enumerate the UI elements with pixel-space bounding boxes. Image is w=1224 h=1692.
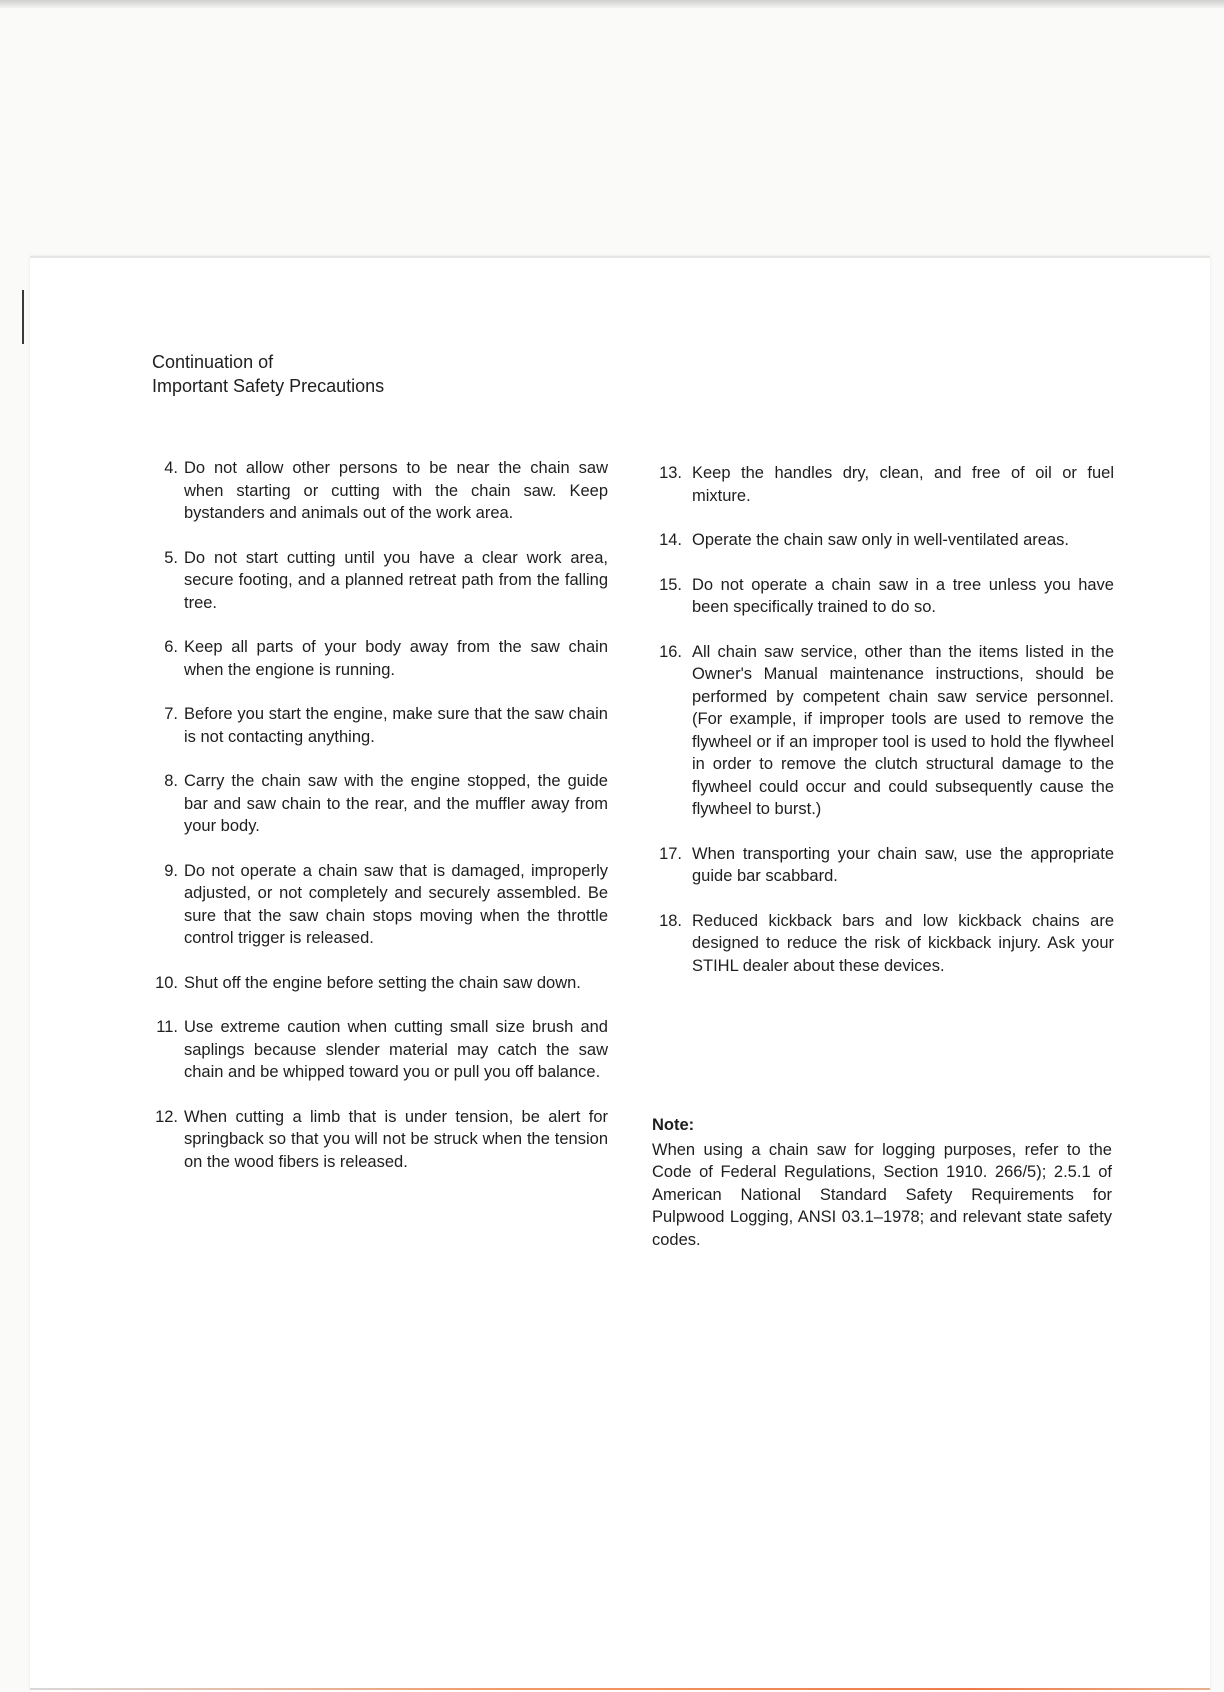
item-number: 12.	[155, 1107, 178, 1126]
item-text: Do not operate a chain saw that is damaged, improperly adjusted, or not completely and securely assembled. Be sure that the saw chain stops moving when the throttle control trigger is released.	[184, 861, 608, 947]
item-number: 14.	[659, 531, 682, 549]
item-text: Reduced kickback bars and low kickback chains are designed to reduce the risk of kickback injury. Ask your STIHL dealer about these devices.	[692, 911, 1114, 975]
item-text: Shut off the engine before setting the chain saw down.	[184, 973, 581, 992]
precaution-item	[146, 860, 608, 950]
item-number: 15.	[659, 575, 682, 594]
page-edge-mark	[22, 290, 24, 344]
precaution-item	[146, 1016, 608, 1084]
item-text: Do not start cutting until you have a clear work area, secure footing, and a planned retreat path from the falling tree.	[184, 548, 608, 612]
item-text: All chain saw service, other than the items listed in the Owner's Manual maintenance instructions, should be performed by competent chain saw service personnel. (For example, if improper tools are used to remove the flywheel or if an improper tool is used to hold the flywheel in order to remove the clutch structural damage to the flywheel could occur and could subsequently cause the flywheel to burst.)	[692, 642, 1114, 818]
precaution-item	[146, 972, 608, 995]
precaution-item	[652, 843, 1114, 888]
item-number: 7.	[164, 705, 178, 723]
precaution-item	[652, 574, 1114, 619]
item-number: 4.	[164, 459, 178, 477]
item-number: 8.	[164, 772, 178, 790]
precaution-item	[146, 547, 608, 615]
right-column	[652, 462, 1114, 999]
item-text: Keep the handles dry, clean, and free of oil or fuel mixture.	[692, 464, 1114, 505]
heading-line-1: Continuation of	[152, 352, 274, 372]
item-text: When cutting a limb that is under tension, be alert for springback so that you will not be struck when the tension on the wood fibers is released.	[184, 1107, 608, 1171]
item-text: Do not operate a chain saw in a tree unless you have been specifically trained to do so.	[692, 575, 1114, 616]
item-number: 6.	[164, 638, 178, 656]
item-text: When transporting your chain saw, use the appropriate guide bar scabbard.	[692, 844, 1114, 885]
precaution-item	[652, 529, 1114, 552]
item-text: Operate the chain saw only in well-ventilated areas.	[692, 531, 1069, 549]
item-text: Do not allow other persons to be near the chain saw when starting or cutting with the chain saw. Keep bystanders and animals out of the work area.	[184, 459, 608, 522]
precaution-item	[652, 910, 1114, 978]
left-column	[146, 457, 608, 1195]
precaution-item	[652, 641, 1114, 821]
item-text: Keep all parts of your body away from the saw chain when the engione is running.	[184, 638, 608, 679]
item-number: 11.	[156, 1018, 178, 1036]
item-number: 5.	[164, 548, 178, 567]
item-number: 10.	[155, 973, 178, 992]
precaution-item	[146, 770, 608, 838]
item-text: Carry the chain saw with the engine stopped, the guide bar and saw chain to the rear, and the muffler away from your body.	[184, 772, 608, 835]
item-number: 9.	[164, 861, 178, 880]
note-text: When using a chain saw for logging purposes, refer to the Code of Federal Regulations, Section 1910. 266/5); 2.5.1 of American National Standard Safety Requirements for Pulpwood Logging, ANSI 03.1–1978; and relevant state safety codes.	[652, 1140, 1112, 1249]
item-text: Use extreme caution when cutting small size brush and saplings because slender material may catch the saw chain and be whipped toward you or pull you off balance.	[184, 1018, 608, 1081]
precaution-item	[146, 636, 608, 681]
page-heading	[152, 350, 384, 398]
precaution-item	[146, 1106, 608, 1174]
item-number: 17.	[659, 844, 682, 863]
precaution-item	[146, 457, 608, 525]
heading-line-2: Important Safety Precautions	[152, 376, 385, 396]
item-number: 18.	[659, 911, 682, 930]
item-number: 16.	[659, 642, 682, 661]
note-block	[652, 1114, 1112, 1251]
item-text: Before you start the engine, make sure that the saw chain is not contacting anything.	[184, 705, 608, 746]
page-bottom-edge	[30, 1688, 1210, 1690]
precaution-item	[146, 703, 608, 748]
precaution-item	[652, 462, 1114, 507]
scan-top-edge	[0, 0, 1224, 8]
item-number: 13.	[659, 464, 682, 482]
note-title: Note:	[652, 1116, 695, 1134]
